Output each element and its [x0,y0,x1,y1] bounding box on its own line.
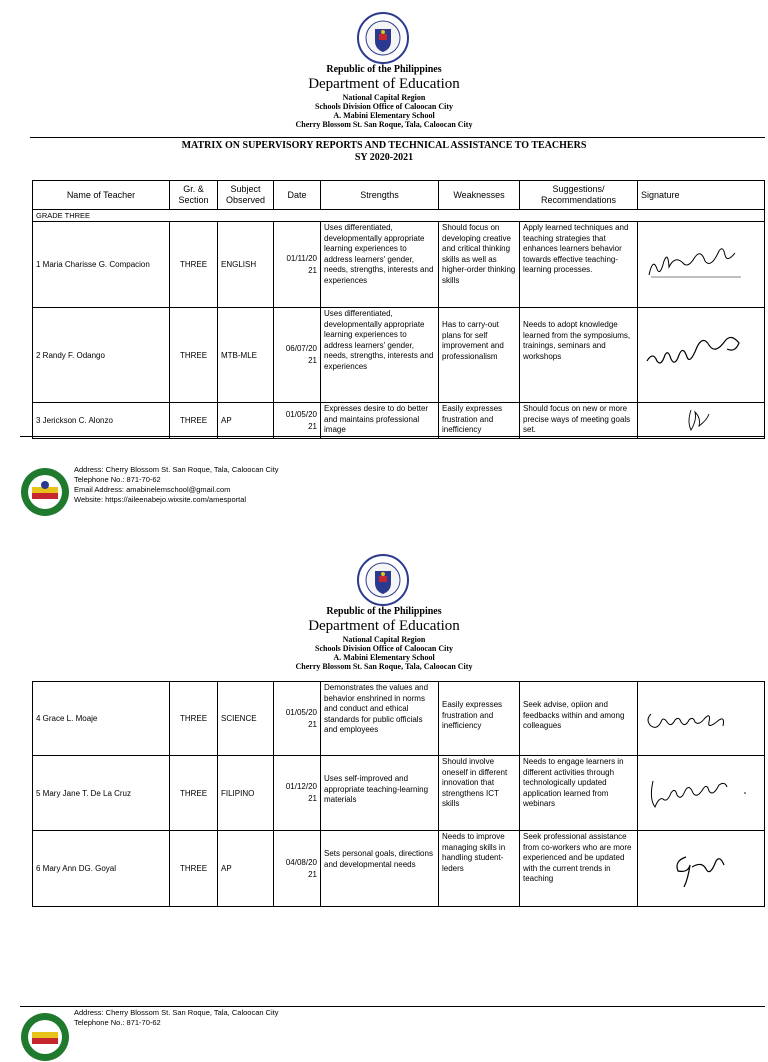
school-text: A. Mabini Elementary School [333,111,435,120]
footer-address: Address: Cherry Blossom St. San Roque, Tala, Caloocan City [74,1008,279,1017]
letterhead [0,606,768,671]
suggestions-cell: Needs to adopt knowledge learned from the symposiums, trainings, seminars and workshops [520,308,638,403]
teacher-name: 3 Jerickson C. Alonzo [33,403,170,439]
signature-icon [656,847,746,891]
title-line-1: MATRIX ON SUPERVISORY REPORTS AND TECHNICAL ASSISTANCE TO TEACHERS [181,140,587,151]
subject-cell: SCIENCE [218,682,274,756]
teacher-name: 5 Mary Jane T. De La Cruz [33,756,170,831]
signature-cell [638,756,765,831]
signature-cell [638,682,765,756]
col-strengths: Strengths [321,181,439,210]
table-row [33,308,765,403]
subject-cell: AP [218,831,274,907]
signature-cell [638,831,765,907]
date-cell: 01/05/20 21 [274,682,321,756]
division-text: Schools Division Office of Caloocan City [315,644,453,653]
matrix-table-page-2 [32,681,765,907]
weaknesses-cell: Easily expresses frustration and inefficiency [439,403,520,439]
table-row [33,682,765,756]
subject-cell: AP [218,403,274,439]
subject-cell: FILIPINO [218,756,274,831]
signature-cell [638,308,765,403]
grade-cell: THREE [170,308,218,403]
weaknesses-cell: Should involve oneself in different innovation that strengthens ICT skills [439,756,520,831]
col-subject: Subject Observed [218,181,274,210]
group-row [33,210,765,222]
table-row [33,831,765,907]
footer-contact [74,465,279,505]
signature-icon [641,702,741,736]
weaknesses-cell: Should focus on developing creative and critical thinking skills as well as higher-order thinking skills [439,222,520,308]
letterhead [0,64,768,129]
region-text: National Capital Region [342,635,426,644]
col-grade: Gr. & Section [170,181,218,210]
footer-website: Website: https://aileenabejo.wixsite.com/amesportal [74,495,247,504]
footer-address: Address: Cherry Blossom St. San Roque, Tala, Caloocan City [74,465,279,474]
title-line-2: SY 2020-2021 [354,152,414,163]
signature-icon [641,245,751,285]
col-date: Date [274,181,321,210]
teacher-name: 4 Grace L. Moaje [33,682,170,756]
weaknesses-cell: Has to carry-out plans for self improvement and professionalism [439,308,520,403]
republic-text: Republic of the Philippines [326,64,442,75]
col-weaknesses: Weaknesses [439,181,520,210]
grade-cell: THREE [170,222,218,308]
strengths-cell: Sets personal goals, directions and developmental needs [321,831,439,907]
grade-cell: THREE [170,682,218,756]
subject-cell: ENGLISH [218,222,274,308]
footer-rule [20,436,765,437]
signature-cell [638,403,765,439]
suggestions-cell: Should focus on new or more precise ways of meeting goals set. [520,403,638,439]
matrix-title [0,140,768,164]
date-cell: 01/11/20 21 [274,222,321,308]
weaknesses-cell: Needs to improve managing skills in handling student-leders [439,831,520,907]
republic-text: Republic of the Philippines [326,606,442,617]
date-cell: 01/12/20 21 [274,756,321,831]
header-row [33,181,765,210]
strengths-cell: Expresses desire to do better and maintains professional image [321,403,439,439]
matrix-table-page-1 [32,180,765,439]
suggestions-cell: Seek advise, opiion and feedbacks within and among colleagues [520,682,638,756]
grade-cell: THREE [170,403,218,439]
strengths-cell: Uses differentiated, developmentally appropriate learning experiences to address learners' gender, needs, strengths, interests and experiences [321,222,439,308]
suggestions-cell: Seek professional assistance from co-workers who are more experienced and be updated with the current trends in teaching [520,831,638,907]
date-cell: 01/05/20 21 [274,403,321,439]
col-signature: Signature [638,181,765,210]
strengths-cell: Demonstrates the values and behavior enshrined in norms and conduct and ethical standards for public officials and employees [321,682,439,756]
signature-icon [641,773,751,813]
footer-rule [20,1006,765,1007]
col-name: Name of Teacher [33,181,170,210]
header-rule [30,137,765,138]
school-text: A. Mabini Elementary School [333,653,435,662]
deped-seal-icon [357,12,409,64]
department-text: Department of Education [308,618,460,634]
address-text: Cherry Blossom St. San Roque, Tala, Caloocan City [295,120,473,129]
suggestions-cell: Needs to engage learners in different activities through technologically updated application learned from webinars [520,756,638,831]
signature-icon [671,406,731,436]
date-cell: 06/07/20 21 [274,308,321,403]
signature-icon [641,333,751,377]
weaknesses-cell: Easily expresses frustration and inefficiency [439,682,520,756]
teacher-name: 1 Maria Charisse G. Compacion [33,222,170,308]
col-suggestions: Suggestions/ Recommendations [520,181,638,210]
suggestions-cell: Apply learned techniques and teaching strategies that enhances learners behavior towards effective teaching-learning processes. [520,222,638,308]
address-text: Cherry Blossom St. San Roque, Tala, Caloocan City [295,662,473,671]
school-logo-icon [20,467,70,517]
subject-cell: MTB-MLE [218,308,274,403]
table-row [33,403,765,439]
group-label: GRADE THREE [33,210,765,222]
department-text: Department of Education [308,76,460,92]
division-text: Schools Division Office of Caloocan City [315,102,453,111]
strengths-cell: Uses differentiated, developmentally appropriate learning experiences to address learners' gender, needs, strengths, interests and experiences [321,308,439,403]
footer-contact [74,1008,279,1028]
footer-telephone: Telephone No.: 871-70-62 [74,1018,161,1027]
footer-telephone: Telephone No.: 871-70-62 [74,475,161,484]
teacher-name: 6 Mary Ann DG. Goyal [33,831,170,907]
grade-cell: THREE [170,756,218,831]
table-row [33,756,765,831]
region-text: National Capital Region [342,93,426,102]
grade-cell: THREE [170,831,218,907]
signature-cell [638,222,765,308]
teacher-name: 2 Randy F. Odango [33,308,170,403]
date-cell: 04/08/20 21 [274,831,321,907]
table-row [33,222,765,308]
school-logo-icon [20,1012,70,1062]
strengths-cell: Uses self-improved and appropriate teaching-learning materials [321,756,439,831]
footer-email: Email Address: amabinelemschool@gmail.com [74,485,231,494]
deped-seal-icon [357,554,409,606]
